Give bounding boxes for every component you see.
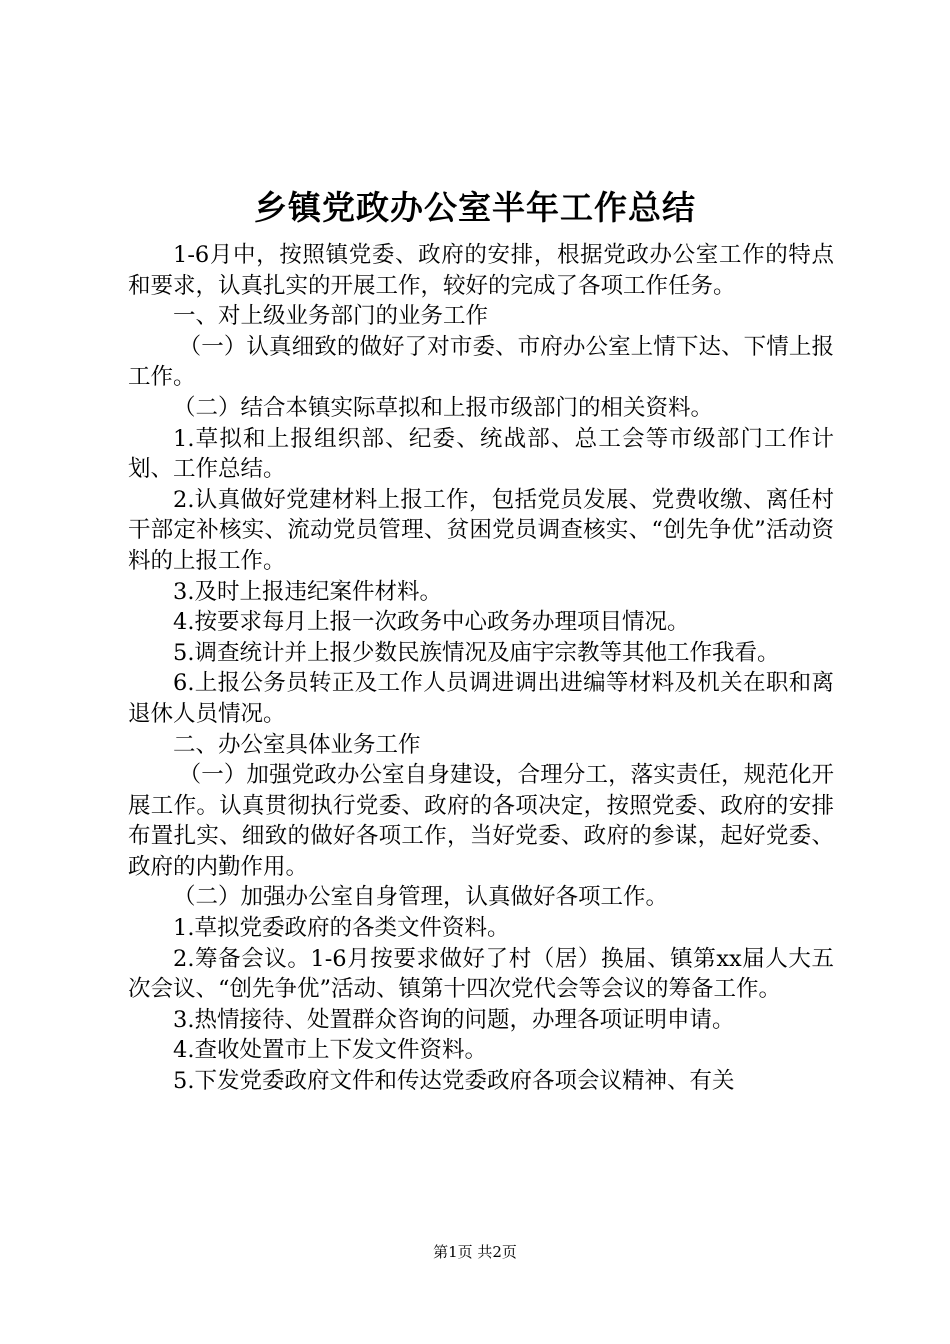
list-item: 2.认真做好党建材料上报工作，包括党员发展、党费收缴、离任村干部定补核实、流动党员管理、贫困党员调查核实、“创先争优”活动资料的上报工作。	[128, 486, 834, 574]
paragraph: （一）加强党政办公室自身建设，合理分工，落实责任，规范化开展工作。认真贯彻执行党委、政府的各项决定，按照党委、政府的安排布置扎实、细致的做好各项工作，当好党委、政府的参谋，起好党委、政府的内勤作用。	[128, 762, 834, 880]
paragraph: 1-6月中，按照镇党委、政府的安排，根据党政办公室工作的特点和要求，认真扎实的开展工作，较好的完成了各项工作任务。	[128, 242, 834, 299]
section-heading: 二、办公室具体业务工作	[173, 731, 421, 758]
section-heading: 一、对上级业务部门的业务工作	[173, 303, 489, 330]
page-number: 第1页 共2页	[433, 1243, 517, 1261]
list-item: 5.调查统计并上报少数民族情况及庙宇宗教等其他工作我看。	[173, 639, 780, 666]
list-item: 3.及时上报违纪案件材料。	[173, 578, 442, 605]
list-item: 1.草拟和上报组织部、纪委、统战部、总工会等市级部门工作计划、工作总结。	[128, 425, 834, 483]
paragraph: （二）结合本镇实际草拟和上报市级部门的相关资料。	[173, 394, 714, 421]
paragraph: （一）认真细致的做好了对市委、市府办公室上情下达、下情上报工作。	[128, 333, 834, 391]
paragraph: （二）加强办公室自身管理，认真做好各项工作。	[173, 884, 669, 911]
list-item: 1.草拟党委政府的各类文件资料。	[173, 915, 510, 942]
list-item: 4.查收处置市上下发文件资料。	[173, 1037, 487, 1064]
list-item: 4.按要求每月上报一次政务中心政务办理项目情况。	[173, 609, 690, 636]
list-item: 5.下发党委政府文件和传达党委政府各项会议精神、有关	[173, 1068, 735, 1095]
document-title: 乡镇党政办公室半年工作总结	[254, 188, 696, 227]
list-item: 6.上报公务员转正及工作人员调进调出进编等材料及机关在职和离退休人员情况。	[128, 670, 834, 727]
document-body	[128, 240, 834, 1097]
list-item: 2.筹备会议。1-6月按要求做好了村（居）换届、镇第xx届人大五次会议、“创先争优”活动、镇第十四次党代会等会议的筹备工作。	[128, 945, 834, 1003]
list-item: 3.热情接待、处置群众咨询的问题，办理各项证明申请。	[173, 1006, 735, 1033]
